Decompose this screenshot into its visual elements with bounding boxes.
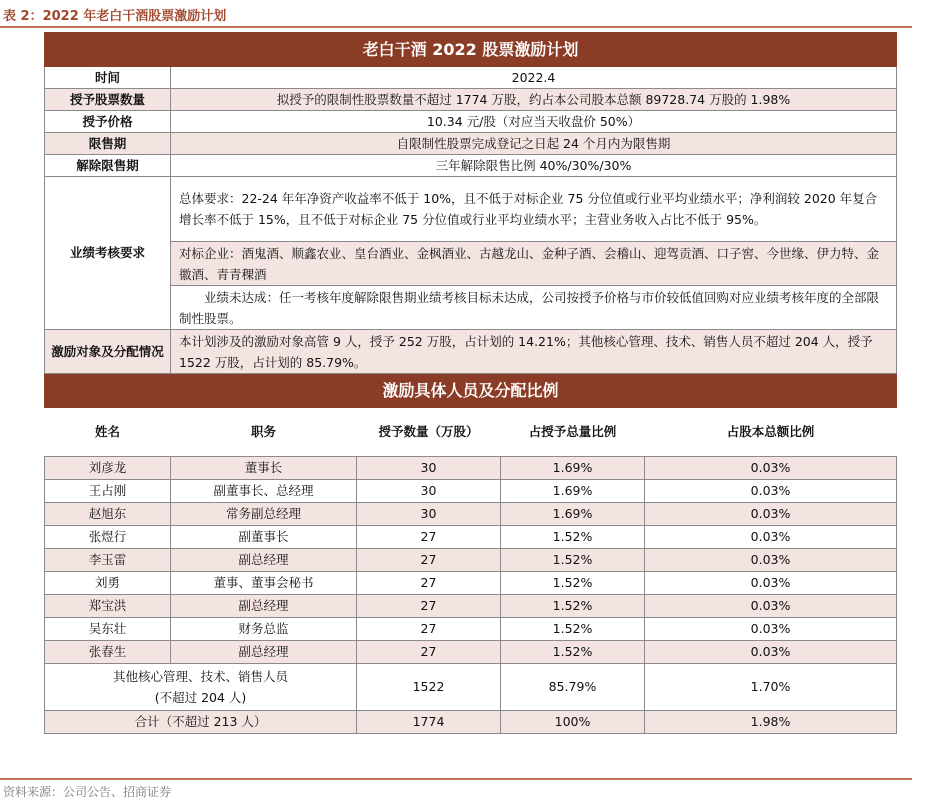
- person-pct-equity: 0.03%: [645, 641, 897, 664]
- total-pct-equity: 1.98%: [645, 711, 897, 734]
- table-row: [45, 595, 897, 618]
- performance-label: 业绩考核要求: [45, 177, 171, 330]
- person-pct-equity: 0.03%: [645, 503, 897, 526]
- caption-divider: [0, 26, 912, 28]
- plan-title: 老白干酒 2022 股票激励计划: [45, 33, 897, 67]
- price-value: 10.34 元/股（对应当天收盘价 50%）: [171, 111, 897, 133]
- header-position: 职务: [171, 408, 357, 457]
- header-name: 姓名: [45, 408, 171, 457]
- person-position: 财务总监: [171, 618, 357, 641]
- table-row: [45, 457, 897, 480]
- performance-fail-clause: 业绩未达成：任一考核年度解除限售期业绩考核目标未达成，公司按授予价格与市价较低值回购对应业绩考核年度的全部限制性股票。: [171, 286, 897, 330]
- time-value: 2022.4: [171, 67, 897, 89]
- person-pct-equity: 0.03%: [645, 595, 897, 618]
- person-position: 常务副总经理: [171, 503, 357, 526]
- person-pct-equity: 0.03%: [645, 457, 897, 480]
- person-pct-equity: 0.03%: [645, 618, 897, 641]
- person-pct-equity: 0.03%: [645, 526, 897, 549]
- total-shares: 1774: [357, 711, 501, 734]
- table-caption: 表 2：2022 年老白干酒股票激励计划: [3, 9, 227, 24]
- header-pct-equity: 占股本总额比例: [645, 408, 897, 457]
- lock-period-value: 自限制性股票完成登记之日起 24 个月内为限售期: [171, 133, 897, 155]
- table-row: [45, 503, 897, 526]
- footer-divider: [0, 778, 912, 780]
- shares-value: 拟授予的限制性股票数量不超过 1774 万股，约占本公司股本总额 89728.74 万股的 1.98%: [171, 89, 897, 111]
- header-pct-plan: 占授予总量比例: [501, 408, 645, 457]
- person-shares: 27: [357, 595, 501, 618]
- person-name: 李玉雷: [45, 549, 171, 572]
- performance-peers: 对标企业：酒鬼酒、顺鑫农业、皇台酒业、金枫酒业、古越龙山、金种子酒、会稽山、迎驾贡酒、口子窖、今世缘、伊力特、金徽酒、青青稞酒: [171, 242, 897, 286]
- person-name: 刘彦龙: [45, 457, 171, 480]
- person-position: 董事、董事会秘书: [171, 572, 357, 595]
- other-staff-line2: (不超过 204 人): [154, 690, 247, 705]
- other-staff-pct-plan: 85.79%: [501, 664, 645, 711]
- total-pct-plan: 100%: [501, 711, 645, 734]
- person-position: 副董事长、总经理: [171, 480, 357, 503]
- target-value: 本计划涉及的激励对象高管 9 人，授予 252 万股，占计划的 14.21%；其他核心管理、技术、销售人员不超过 204 人，授予 1522 万股，占计划的 85.79%。: [171, 330, 897, 374]
- other-staff-label: [45, 664, 357, 711]
- person-shares: 27: [357, 572, 501, 595]
- other-staff-line1: 其他核心管理、技术、销售人员: [112, 669, 288, 684]
- person-position: 副总经理: [171, 641, 357, 664]
- person-shares: 27: [357, 526, 501, 549]
- unlock-period-label: 解除限售期: [45, 155, 171, 177]
- person-position: 副总经理: [171, 595, 357, 618]
- other-staff-shares: 1522: [357, 664, 501, 711]
- person-pct-plan: 1.52%: [501, 641, 645, 664]
- person-position: 副董事长: [171, 526, 357, 549]
- person-shares: 30: [357, 503, 501, 526]
- person-name: 王占刚: [45, 480, 171, 503]
- table-row: [45, 572, 897, 595]
- table-row: [45, 549, 897, 572]
- person-shares: 27: [357, 549, 501, 572]
- other-staff-pct-equity: 1.70%: [645, 664, 897, 711]
- price-label: 授予价格: [45, 111, 171, 133]
- table-row: [45, 618, 897, 641]
- person-pct-plan: 1.52%: [501, 572, 645, 595]
- table-row: [45, 480, 897, 503]
- person-name: 张春生: [45, 641, 171, 664]
- person-name: 郑宝洪: [45, 595, 171, 618]
- person-pct-plan: 1.52%: [501, 526, 645, 549]
- person-pct-equity: 0.03%: [645, 549, 897, 572]
- person-pct-plan: 1.52%: [501, 595, 645, 618]
- person-pct-plan: 1.69%: [501, 503, 645, 526]
- person-name: 赵旭东: [45, 503, 171, 526]
- person-pct-plan: 1.52%: [501, 618, 645, 641]
- person-name: 刘勇: [45, 572, 171, 595]
- person-shares: 30: [357, 480, 501, 503]
- person-name: 张煜行: [45, 526, 171, 549]
- allocation-title: 激励具体人员及分配比例: [45, 374, 897, 408]
- person-pct-equity: 0.03%: [645, 572, 897, 595]
- person-pct-plan: 1.69%: [501, 457, 645, 480]
- table-row: [45, 641, 897, 664]
- performance-overall: 总体要求：22-24 年年净资产收益率不低于 10%，且不低于对标企业 75 分位值或行业平均业绩水平；净利润较 2020 年复合增长率不低于 15%，且不低于对标企业 75 分位值或行业平均业绩水平；主营业务收入占比不低于 95%。: [171, 177, 897, 242]
- table-row: [45, 526, 897, 549]
- person-pct-plan: 1.52%: [501, 549, 645, 572]
- lock-period-label: 限售期: [45, 133, 171, 155]
- incentive-table: [44, 32, 896, 734]
- allocation-rows: [45, 457, 897, 664]
- person-shares: 30: [357, 457, 501, 480]
- source-note: 资料来源：公司公告、招商证券: [3, 785, 172, 799]
- person-pct-equity: 0.03%: [645, 480, 897, 503]
- shares-label: 授予股票数量: [45, 89, 171, 111]
- unlock-period-value: 三年解除限售比例 40%/30%/30%: [171, 155, 897, 177]
- person-shares: 27: [357, 618, 501, 641]
- person-position: 董事长: [171, 457, 357, 480]
- target-label: 激励对象及分配情况: [45, 330, 171, 374]
- person-shares: 27: [357, 641, 501, 664]
- header-shares: 授予数量（万股）: [357, 408, 501, 457]
- person-name: 吴东壮: [45, 618, 171, 641]
- total-label: 合计（不超过 213 人）: [45, 711, 357, 734]
- time-label: 时间: [45, 67, 171, 89]
- person-position: 副总经理: [171, 549, 357, 572]
- person-pct-plan: 1.69%: [501, 480, 645, 503]
